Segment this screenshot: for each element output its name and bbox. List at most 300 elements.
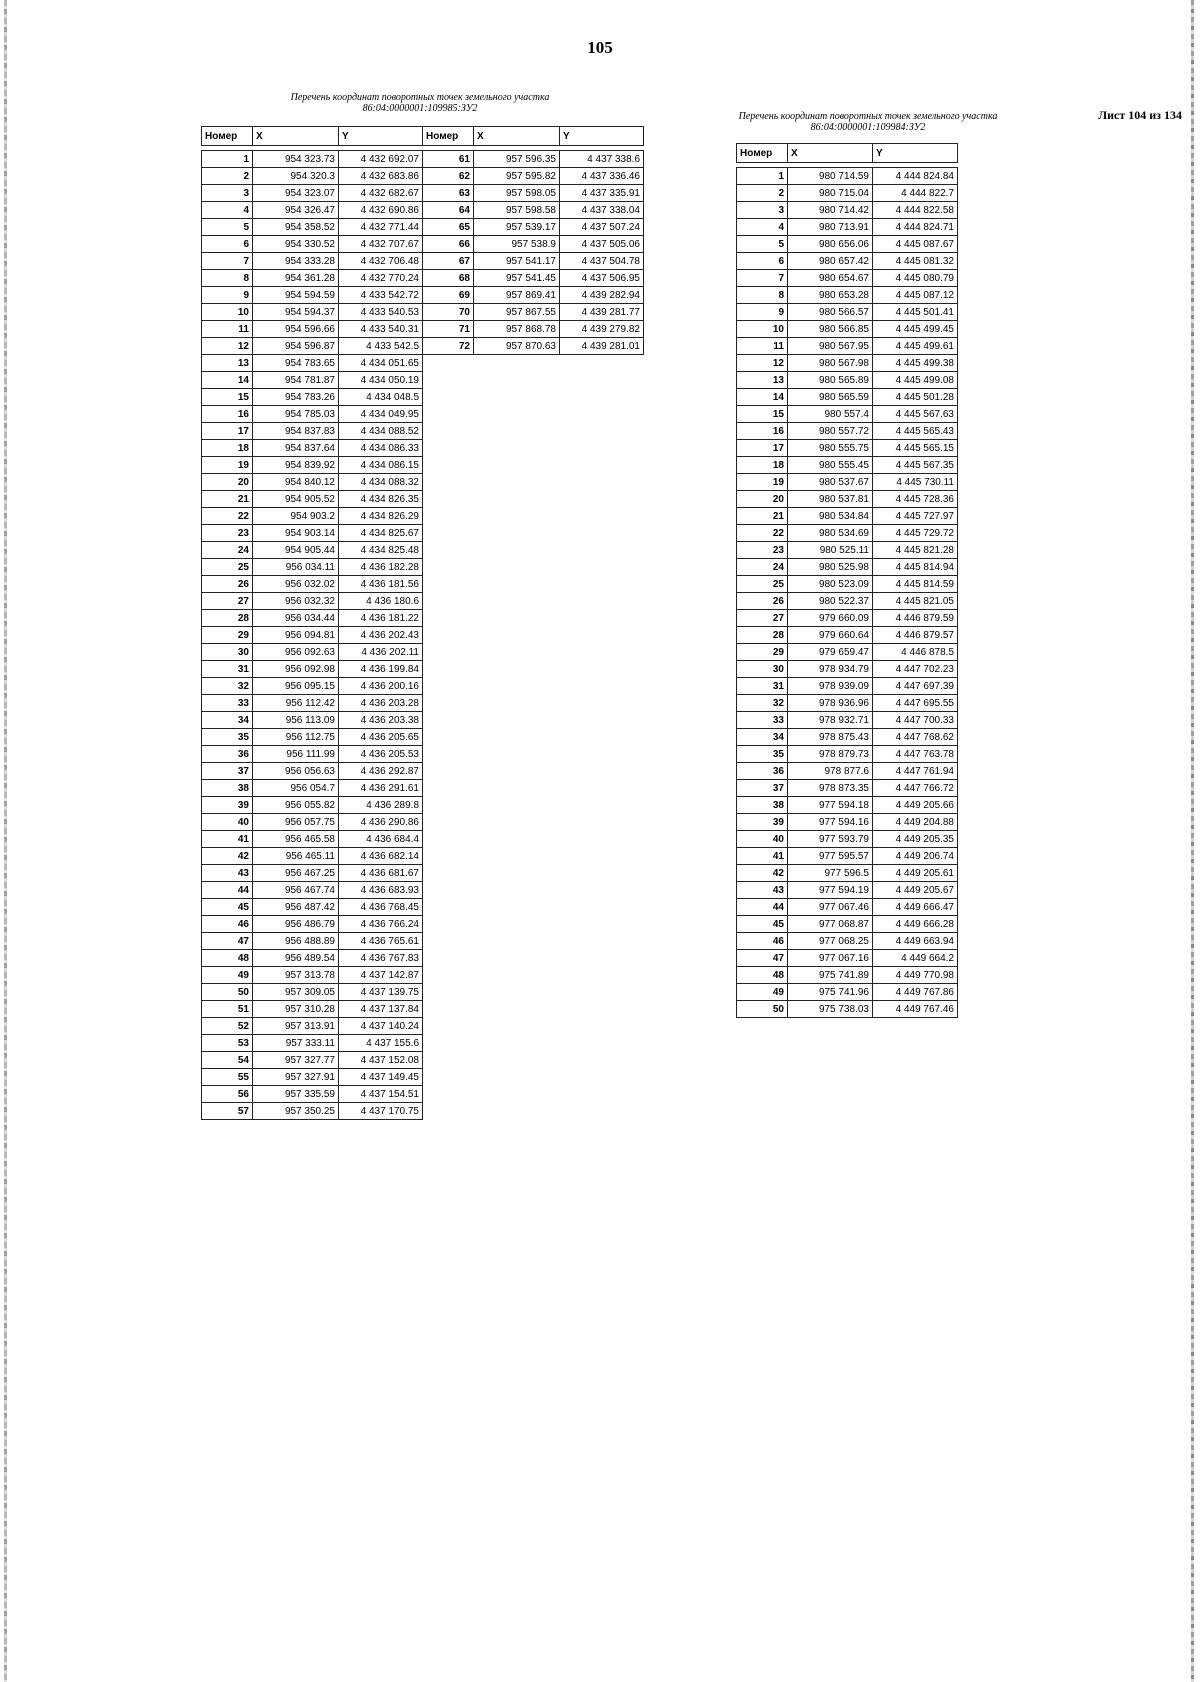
table-row — [202, 831, 423, 848]
table-row — [202, 185, 423, 202]
y-coordinate-cell: 4 445 729.72 — [873, 525, 958, 542]
y-coordinate-cell: 4 436 203.38 — [339, 712, 423, 729]
y-coordinate-cell: 4 434 086.15 — [339, 457, 423, 474]
table-row — [202, 406, 423, 423]
point-number-cell: 49 — [202, 967, 253, 984]
x-coordinate-cell: 957 327.91 — [253, 1069, 339, 1086]
table-row — [423, 270, 644, 287]
x-coordinate-cell: 979 660.64 — [788, 627, 873, 644]
table-row — [737, 389, 958, 406]
table-row — [423, 168, 644, 185]
x-coordinate-cell: 980 567.95 — [788, 338, 873, 355]
table-row — [737, 423, 958, 440]
y-coordinate-cell: 4 437 336.46 — [560, 168, 644, 185]
table-row — [737, 661, 958, 678]
table-row — [202, 865, 423, 882]
table-row — [423, 338, 644, 355]
point-number-cell: 71 — [423, 321, 474, 338]
x-coordinate-cell: 980 715.04 — [788, 185, 873, 202]
table-row — [737, 457, 958, 474]
y-coordinate-cell: 4 447 766.72 — [873, 780, 958, 797]
y-coordinate-cell: 4 437 507.24 — [560, 219, 644, 236]
header-x: X — [788, 144, 873, 163]
table-row — [202, 593, 423, 610]
x-coordinate-cell: 954 326.47 — [253, 202, 339, 219]
table-row — [737, 644, 958, 661]
x-coordinate-cell: 954 783.65 — [253, 355, 339, 372]
y-coordinate-cell: 4 444 824.71 — [873, 219, 958, 236]
table-row — [737, 610, 958, 627]
x-coordinate-cell: 954 596.66 — [253, 321, 339, 338]
x-coordinate-cell: 980 657.42 — [788, 253, 873, 270]
point-number-cell: 8 — [202, 270, 253, 287]
x-coordinate-cell: 957 309.05 — [253, 984, 339, 1001]
point-number-cell: 34 — [737, 729, 788, 746]
point-number-cell: 20 — [737, 491, 788, 508]
point-number-cell: 27 — [737, 610, 788, 627]
table-row — [737, 695, 958, 712]
x-coordinate-cell: 954 785.03 — [253, 406, 339, 423]
x-coordinate-cell: 957 310.28 — [253, 1001, 339, 1018]
point-number-cell: 17 — [737, 440, 788, 457]
x-coordinate-cell: 978 877.6 — [788, 763, 873, 780]
table-row — [202, 678, 423, 695]
point-number-cell: 47 — [737, 950, 788, 967]
x-coordinate-cell: 954 837.64 — [253, 440, 339, 457]
x-coordinate-cell: 954 905.52 — [253, 491, 339, 508]
x-coordinate-cell: 980 555.75 — [788, 440, 873, 457]
table-row — [737, 185, 958, 202]
x-coordinate-cell: 954 837.83 — [253, 423, 339, 440]
point-number-cell: 36 — [737, 763, 788, 780]
point-number-cell: 51 — [202, 1001, 253, 1018]
x-coordinate-cell: 980 525.11 — [788, 542, 873, 559]
point-number-cell: 41 — [737, 848, 788, 865]
y-coordinate-cell: 4 434 825.67 — [339, 525, 423, 542]
x-coordinate-cell: 956 034.11 — [253, 559, 339, 576]
x-coordinate-cell: 977 068.87 — [788, 916, 873, 933]
point-number-cell: 44 — [202, 882, 253, 899]
y-coordinate-cell: 4 445 081.32 — [873, 253, 958, 270]
table-row — [202, 848, 423, 865]
y-coordinate-cell: 4 447 700.33 — [873, 712, 958, 729]
x-coordinate-cell: 980 522.37 — [788, 593, 873, 610]
x-coordinate-cell: 980 534.69 — [788, 525, 873, 542]
x-coordinate-cell: 980 523.09 — [788, 576, 873, 593]
table-row — [737, 593, 958, 610]
point-number-cell: 39 — [202, 797, 253, 814]
x-coordinate-cell: 980 653.28 — [788, 287, 873, 304]
x-coordinate-cell: 980 525.98 — [788, 559, 873, 576]
point-number-cell: 17 — [202, 423, 253, 440]
point-number-cell: 40 — [737, 831, 788, 848]
x-coordinate-cell: 954 320.3 — [253, 168, 339, 185]
point-number-cell: 30 — [737, 661, 788, 678]
x-coordinate-cell: 956 486.79 — [253, 916, 339, 933]
point-number-cell: 7 — [737, 270, 788, 287]
y-coordinate-cell: 4 434 088.52 — [339, 423, 423, 440]
x-coordinate-cell: 977 067.16 — [788, 950, 873, 967]
y-coordinate-cell: 4 445 821.28 — [873, 542, 958, 559]
y-coordinate-cell: 4 437 170.75 — [339, 1103, 423, 1120]
table-row — [202, 610, 423, 627]
point-number-cell: 30 — [202, 644, 253, 661]
point-number-cell: 43 — [737, 882, 788, 899]
y-coordinate-cell: 4 436 289.8 — [339, 797, 423, 814]
y-coordinate-cell: 4 445 728.36 — [873, 491, 958, 508]
point-number-cell: 3 — [202, 185, 253, 202]
x-coordinate-cell: 954 323.07 — [253, 185, 339, 202]
table-row — [423, 151, 644, 168]
table-row — [423, 185, 644, 202]
y-coordinate-cell: 4 436 682.14 — [339, 848, 423, 865]
point-number-cell: 47 — [202, 933, 253, 950]
y-coordinate-cell: 4 445 499.38 — [873, 355, 958, 372]
table-row — [202, 1086, 423, 1103]
header-num: Номер — [202, 127, 253, 146]
y-coordinate-cell: 4 447 763.78 — [873, 746, 958, 763]
x-coordinate-cell: 956 487.42 — [253, 899, 339, 916]
y-coordinate-cell: 4 446 878.5 — [873, 644, 958, 661]
x-coordinate-cell: 977 593.79 — [788, 831, 873, 848]
point-number-cell: 8 — [737, 287, 788, 304]
y-coordinate-cell: 4 436 181.22 — [339, 610, 423, 627]
point-number-cell: 50 — [737, 1001, 788, 1018]
y-coordinate-cell: 4 439 281.77 — [560, 304, 644, 321]
x-coordinate-cell: 956 092.63 — [253, 644, 339, 661]
point-number-cell: 29 — [202, 627, 253, 644]
x-coordinate-cell: 978 936.96 — [788, 695, 873, 712]
table-row — [202, 270, 423, 287]
table-row — [737, 542, 958, 559]
x-coordinate-cell: 956 032.32 — [253, 593, 339, 610]
table-row — [202, 1018, 423, 1035]
point-number-cell: 37 — [202, 763, 253, 780]
point-number-cell: 65 — [423, 219, 474, 236]
x-coordinate-cell: 980 555.45 — [788, 457, 873, 474]
table-row — [737, 270, 958, 287]
x-coordinate-cell: 954 783.26 — [253, 389, 339, 406]
y-coordinate-cell: 4 437 152.08 — [339, 1052, 423, 1069]
point-number-cell: 4 — [737, 219, 788, 236]
table-row — [202, 627, 423, 644]
x-coordinate-cell: 957 598.05 — [474, 185, 560, 202]
y-coordinate-cell: 4 433 540.31 — [339, 321, 423, 338]
left-coordinates-table-a — [201, 126, 423, 1120]
point-number-cell: 10 — [737, 321, 788, 338]
table-row — [202, 1069, 423, 1086]
point-number-cell: 9 — [202, 287, 253, 304]
y-coordinate-cell: 4 437 338.04 — [560, 202, 644, 219]
left-caption-line1: Перечень координат поворотных точек земельного участка — [290, 92, 550, 103]
point-number-cell: 12 — [737, 355, 788, 372]
table-row — [737, 559, 958, 576]
point-number-cell: 66 — [423, 236, 474, 253]
y-coordinate-cell: 4 436 765.61 — [339, 933, 423, 950]
x-coordinate-cell: 980 557.72 — [788, 423, 873, 440]
y-coordinate-cell: 4 434 086.33 — [339, 440, 423, 457]
point-number-cell: 24 — [202, 542, 253, 559]
table-row — [737, 933, 958, 950]
table-header-row — [423, 127, 644, 146]
scan-edge-left — [4, 0, 7, 1682]
x-coordinate-cell: 957 541.17 — [474, 253, 560, 270]
table-row — [202, 712, 423, 729]
point-number-cell: 34 — [202, 712, 253, 729]
y-coordinate-cell: 4 445 501.28 — [873, 389, 958, 406]
y-coordinate-cell: 4 445 499.45 — [873, 321, 958, 338]
point-number-cell: 29 — [737, 644, 788, 661]
x-coordinate-cell: 979 659.47 — [788, 644, 873, 661]
page-number: 105 — [587, 38, 613, 57]
left-caption-line2: 86:04:0000001:109985:ЗУ2 — [362, 103, 478, 114]
table-row — [737, 508, 958, 525]
header-y: Y — [873, 144, 958, 163]
y-coordinate-cell: 4 436 205.65 — [339, 729, 423, 746]
table-row — [737, 950, 958, 967]
table-row — [737, 219, 958, 236]
table-row — [737, 865, 958, 882]
y-coordinate-cell: 4 447 768.62 — [873, 729, 958, 746]
y-coordinate-cell: 4 445 499.61 — [873, 338, 958, 355]
point-number-cell: 2 — [737, 185, 788, 202]
y-coordinate-cell: 4 445 814.94 — [873, 559, 958, 576]
point-number-cell: 48 — [737, 967, 788, 984]
table-header-row — [737, 144, 958, 163]
x-coordinate-cell: 978 873.35 — [788, 780, 873, 797]
x-coordinate-cell: 954 594.37 — [253, 304, 339, 321]
point-number-cell: 68 — [423, 270, 474, 287]
y-coordinate-cell: 4 445 499.08 — [873, 372, 958, 389]
point-number-cell: 56 — [202, 1086, 253, 1103]
x-coordinate-cell: 954 781.87 — [253, 372, 339, 389]
table-row — [737, 321, 958, 338]
point-number-cell: 64 — [423, 202, 474, 219]
table-row — [202, 219, 423, 236]
point-number-cell: 39 — [737, 814, 788, 831]
table-row — [423, 253, 644, 270]
point-number-cell: 22 — [202, 508, 253, 525]
table-row — [423, 236, 644, 253]
table-row — [737, 780, 958, 797]
point-number-cell: 5 — [737, 236, 788, 253]
point-number-cell: 26 — [202, 576, 253, 593]
y-coordinate-cell: 4 449 664.2 — [873, 950, 958, 967]
y-coordinate-cell: 4 432 683.86 — [339, 168, 423, 185]
table-row — [202, 559, 423, 576]
point-number-cell: 31 — [202, 661, 253, 678]
point-number-cell: 46 — [202, 916, 253, 933]
point-number-cell: 69 — [423, 287, 474, 304]
point-number-cell: 54 — [202, 1052, 253, 1069]
point-number-cell: 15 — [737, 406, 788, 423]
y-coordinate-cell: 4 436 292.87 — [339, 763, 423, 780]
y-coordinate-cell: 4 434 826.35 — [339, 491, 423, 508]
point-number-cell: 55 — [202, 1069, 253, 1086]
y-coordinate-cell: 4 436 182.28 — [339, 559, 423, 576]
y-coordinate-cell: 4 436 767.83 — [339, 950, 423, 967]
point-number-cell: 21 — [202, 491, 253, 508]
point-number-cell: 41 — [202, 831, 253, 848]
point-number-cell: 38 — [202, 780, 253, 797]
point-number-cell: 13 — [202, 355, 253, 372]
point-number-cell: 21 — [737, 508, 788, 525]
y-coordinate-cell: 4 436 203.28 — [339, 695, 423, 712]
y-coordinate-cell: 4 446 879.59 — [873, 610, 958, 627]
point-number-cell: 42 — [202, 848, 253, 865]
y-coordinate-cell: 4 437 505.06 — [560, 236, 644, 253]
y-coordinate-cell: 4 445 567.35 — [873, 457, 958, 474]
table-row — [202, 151, 423, 168]
y-coordinate-cell: 4 437 155.6 — [339, 1035, 423, 1052]
table-row — [737, 372, 958, 389]
table-row — [737, 814, 958, 831]
table-row — [202, 763, 423, 780]
table-row — [202, 1103, 423, 1120]
x-coordinate-cell: 977 594.18 — [788, 797, 873, 814]
point-number-cell: 63 — [423, 185, 474, 202]
point-number-cell: 53 — [202, 1035, 253, 1052]
table-row — [737, 763, 958, 780]
table-row — [202, 1001, 423, 1018]
table-row — [202, 661, 423, 678]
x-coordinate-cell: 954 330.52 — [253, 236, 339, 253]
y-coordinate-cell: 4 447 702.23 — [873, 661, 958, 678]
right-caption — [718, 111, 1018, 133]
x-coordinate-cell: 956 111.99 — [253, 746, 339, 763]
point-number-cell: 35 — [737, 746, 788, 763]
point-number-cell: 11 — [202, 321, 253, 338]
point-number-cell: 67 — [423, 253, 474, 270]
point-number-cell: 1 — [737, 168, 788, 185]
table-row — [202, 355, 423, 372]
x-coordinate-cell: 980 656.06 — [788, 236, 873, 253]
table-row — [737, 355, 958, 372]
y-coordinate-cell: 4 445 080.79 — [873, 270, 958, 287]
x-coordinate-cell: 956 112.42 — [253, 695, 339, 712]
y-coordinate-cell: 4 432 706.48 — [339, 253, 423, 270]
y-coordinate-cell: 4 437 154.51 — [339, 1086, 423, 1103]
x-coordinate-cell: 954 840.12 — [253, 474, 339, 491]
point-number-cell: 32 — [202, 678, 253, 695]
table-row — [737, 406, 958, 423]
x-coordinate-cell: 978 939.09 — [788, 678, 873, 695]
point-number-cell: 28 — [737, 627, 788, 644]
left-caption — [250, 92, 590, 114]
point-number-cell: 48 — [202, 950, 253, 967]
y-coordinate-cell: 4 449 204.88 — [873, 814, 958, 831]
y-coordinate-cell: 4 436 681.67 — [339, 865, 423, 882]
table-row — [737, 967, 958, 984]
y-coordinate-cell: 4 449 770.98 — [873, 967, 958, 984]
point-number-cell: 18 — [737, 457, 788, 474]
table-row — [202, 933, 423, 950]
table-row — [737, 797, 958, 814]
x-coordinate-cell: 954 903.14 — [253, 525, 339, 542]
table-row — [202, 457, 423, 474]
table-row — [202, 304, 423, 321]
point-number-cell: 26 — [737, 593, 788, 610]
x-coordinate-cell: 978 875.43 — [788, 729, 873, 746]
table-row — [202, 474, 423, 491]
y-coordinate-cell: 4 437 149.45 — [339, 1069, 423, 1086]
y-coordinate-cell: 4 449 767.46 — [873, 1001, 958, 1018]
table-row — [737, 287, 958, 304]
x-coordinate-cell: 980 714.59 — [788, 168, 873, 185]
point-number-cell: 15 — [202, 389, 253, 406]
x-coordinate-cell: 977 067.46 — [788, 899, 873, 916]
point-number-cell: 28 — [202, 610, 253, 627]
point-number-cell: 13 — [737, 372, 788, 389]
table-row — [737, 202, 958, 219]
y-coordinate-cell: 4 436 199.84 — [339, 661, 423, 678]
y-coordinate-cell: 4 437 142.87 — [339, 967, 423, 984]
table-row — [423, 202, 644, 219]
point-number-cell: 5 — [202, 219, 253, 236]
y-coordinate-cell: 4 445 087.12 — [873, 287, 958, 304]
table-row — [737, 440, 958, 457]
y-coordinate-cell: 4 445 565.43 — [873, 423, 958, 440]
y-coordinate-cell: 4 449 205.67 — [873, 882, 958, 899]
y-coordinate-cell: 4 449 666.47 — [873, 899, 958, 916]
header-y: Y — [339, 127, 423, 146]
x-coordinate-cell: 956 465.58 — [253, 831, 339, 848]
y-coordinate-cell: 4 436 291.61 — [339, 780, 423, 797]
header-x: X — [253, 127, 339, 146]
y-coordinate-cell: 4 436 768.45 — [339, 899, 423, 916]
table-row — [202, 321, 423, 338]
table-row — [737, 338, 958, 355]
y-coordinate-cell: 4 437 139.75 — [339, 984, 423, 1001]
point-number-cell: 25 — [737, 576, 788, 593]
point-number-cell: 25 — [202, 559, 253, 576]
y-coordinate-cell: 4 439 282.94 — [560, 287, 644, 304]
table-row — [202, 780, 423, 797]
y-coordinate-cell: 4 432 770.24 — [339, 270, 423, 287]
table-row — [202, 287, 423, 304]
table-row — [737, 729, 958, 746]
point-number-cell: 6 — [737, 253, 788, 270]
x-coordinate-cell: 956 032.02 — [253, 576, 339, 593]
right-coordinates-table — [736, 143, 958, 1018]
table-row — [202, 423, 423, 440]
y-coordinate-cell: 4 434 050.19 — [339, 372, 423, 389]
y-coordinate-cell: 4 446 879.57 — [873, 627, 958, 644]
point-number-cell: 50 — [202, 984, 253, 1001]
x-coordinate-cell: 977 594.19 — [788, 882, 873, 899]
y-coordinate-cell: 4 447 697.39 — [873, 678, 958, 695]
x-coordinate-cell: 980 565.89 — [788, 372, 873, 389]
point-number-cell: 16 — [737, 423, 788, 440]
x-coordinate-cell: 980 566.85 — [788, 321, 873, 338]
header-x: X — [474, 127, 560, 146]
x-coordinate-cell: 957 598.58 — [474, 202, 560, 219]
x-coordinate-cell: 956 094.81 — [253, 627, 339, 644]
table-row — [737, 236, 958, 253]
x-coordinate-cell: 979 660.09 — [788, 610, 873, 627]
table-row — [737, 984, 958, 1001]
x-coordinate-cell: 957 350.25 — [253, 1103, 339, 1120]
point-number-cell: 20 — [202, 474, 253, 491]
point-number-cell: 46 — [737, 933, 788, 950]
x-coordinate-cell: 978 879.73 — [788, 746, 873, 763]
table-row — [202, 372, 423, 389]
right-caption-line1: Перечень координат поворотных точек земельного участка — [738, 111, 998, 122]
table-row — [737, 746, 958, 763]
point-number-cell: 7 — [202, 253, 253, 270]
point-number-cell: 45 — [202, 899, 253, 916]
point-number-cell: 19 — [737, 474, 788, 491]
